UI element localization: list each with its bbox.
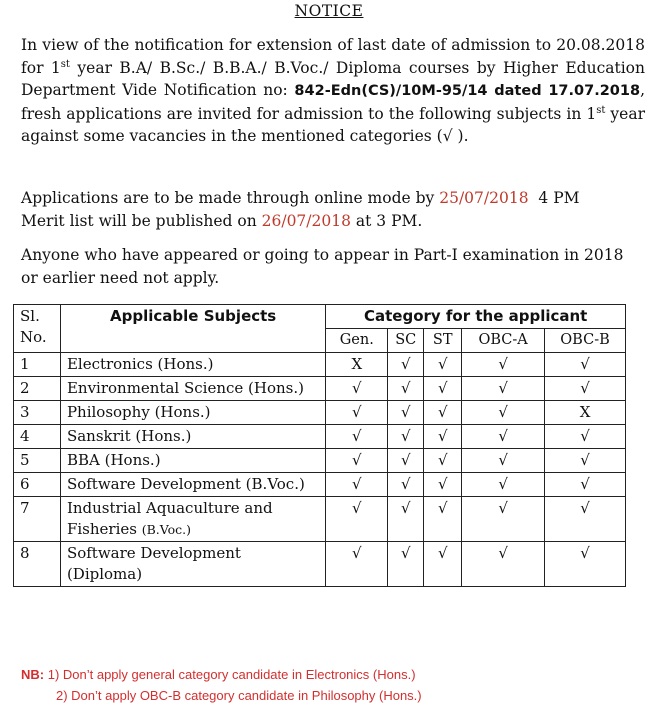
eligible-check-mark: √ <box>462 377 545 401</box>
intro-text-3: , fresh applications are invited for admission to the following subjects in 1 <box>21 81 646 123</box>
eligible-check-mark: √ <box>462 542 545 587</box>
row-subject <box>60 425 325 449</box>
eligible-check-mark: √ <box>326 497 388 542</box>
eligible-check-mark: √ <box>424 473 462 497</box>
subject-name: Environmental Science (Hons.) <box>66 379 304 397</box>
eligible-check-mark: √ <box>424 497 462 542</box>
table-row <box>14 425 626 449</box>
intro-sup-1: st <box>60 58 70 70</box>
eligible-check-mark: √ <box>388 449 424 473</box>
row-subject <box>60 542 325 587</box>
eligible-check-mark: √ <box>388 377 424 401</box>
row-sl-no: 2 <box>14 377 61 401</box>
category-col-header: OBC-B <box>545 329 626 353</box>
eligible-check-mark: √ <box>462 401 545 425</box>
eligible-check-mark: √ <box>326 473 388 497</box>
eligibility-paragraph: Anyone who have appeared or going to appear in Part-I examination in 2018 or earlier need not apply. <box>21 246 624 287</box>
table-row <box>14 542 626 587</box>
eligible-check-mark: √ <box>545 473 626 497</box>
category-col-header: OBC-A <box>462 329 545 353</box>
nb-line-2: 2) Don’t apply OBC-B category candidate in Philosophy (Hons.) <box>56 688 422 703</box>
category-col-header: SC <box>388 329 424 353</box>
eligible-check-mark: √ <box>424 401 462 425</box>
eligible-check-mark: √ <box>424 353 462 377</box>
row-sl-no: 8 <box>14 542 61 587</box>
eligible-check-mark: √ <box>462 497 545 542</box>
subject-name: Philosophy (Hons.) <box>66 403 211 421</box>
row-subject <box>60 473 325 497</box>
notification-number: 842-Edn(CS)/10M-95/14 dated 17.07.2018 <box>294 83 641 99</box>
subject-name: Sanskrit (Hons.) <box>66 427 192 445</box>
intro-paragraph <box>21 34 645 148</box>
subjects-header: Applicable Subjects <box>60 305 325 353</box>
row-subject <box>60 377 325 401</box>
eligible-check-mark: √ <box>424 449 462 473</box>
table-row <box>14 497 626 542</box>
application-time: 4 PM <box>528 189 580 207</box>
eligible-check-mark: √ <box>545 497 626 542</box>
subject-name: BBA (Hons.) <box>66 451 161 469</box>
subject-name: Software Development (B.Voc.) <box>66 475 305 493</box>
eligible-check-mark: √ <box>424 377 462 401</box>
eligible-check-mark: √ <box>462 449 545 473</box>
subject-name: Industrial Aquaculture and Fisheries <box>66 499 273 538</box>
last-date: 25/07/2018 <box>439 189 529 207</box>
table-row <box>14 377 626 401</box>
eligible-check-mark: √ <box>545 377 626 401</box>
intro-text-1: In view of the notification for extension of last date of admission to 20.08.2018 for 1 <box>21 36 645 77</box>
row-sl-no: 6 <box>14 473 61 497</box>
nb-label: NB: <box>21 667 45 682</box>
subjects-table <box>13 304 626 587</box>
row-subject <box>60 449 325 473</box>
intro-text-4: year against some vacancies in the mentioned categories (√ ). <box>21 104 645 145</box>
eligible-check-mark: √ <box>388 473 424 497</box>
subject-course-type: (B.Voc.) <box>141 522 192 537</box>
eligible-check-mark: √ <box>388 542 424 587</box>
intro-text-2: year B.A/ B.Sc./ B.B.A./ B.Voc./ Diploma courses by Higher Education Department Vide Notification no: <box>21 58 645 99</box>
row-subject <box>60 401 325 425</box>
nb-line-1 <box>21 664 422 685</box>
row-subject <box>60 497 325 542</box>
subject-name: Software Development (Diploma) <box>66 544 241 583</box>
sl-no-header: Sl. No. <box>14 305 61 353</box>
merit-date: 26/07/2018 <box>261 211 351 230</box>
table-row <box>14 473 626 497</box>
eligible-check-mark: √ <box>326 449 388 473</box>
not-eligible-mark: X <box>326 353 388 377</box>
subjects-body <box>14 353 626 587</box>
eligible-check-mark: √ <box>462 473 545 497</box>
eligible-check-mark: √ <box>388 401 424 425</box>
merit-time: at 3 PM. <box>350 211 423 230</box>
intro-sup-2: st <box>596 104 606 116</box>
eligible-check-mark: √ <box>462 425 545 449</box>
application-line-2 <box>21 210 645 233</box>
table-row <box>14 449 626 473</box>
subject-name: Electronics (Hons.) <box>66 355 214 373</box>
eligible-check-mark: √ <box>326 377 388 401</box>
notice-title: NOTICE <box>294 2 364 20</box>
eligible-check-mark: √ <box>388 353 424 377</box>
nb-text-1: 1) Don’t apply general category candidate in Electronics (Hons.) <box>44 667 416 682</box>
table-row <box>14 353 626 377</box>
application-paragraph <box>21 187 645 232</box>
merit-text: Merit list will be published on <box>21 211 262 230</box>
row-sl-no: 7 <box>14 497 61 542</box>
eligible-check-mark: √ <box>424 425 462 449</box>
category-col-header: ST <box>424 329 462 353</box>
table-row <box>14 401 626 425</box>
row-sl-no: 4 <box>14 425 61 449</box>
row-sl-no: 3 <box>14 401 61 425</box>
eligible-check-mark: √ <box>388 497 424 542</box>
category-header: Category for the applicant <box>326 305 626 329</box>
eligible-check-mark: √ <box>424 542 462 587</box>
row-sl-no: 5 <box>14 449 61 473</box>
application-text-1: Applications are to be made through online mode by <box>21 189 440 207</box>
eligible-check-mark: √ <box>388 425 424 449</box>
row-subject <box>60 353 325 377</box>
eligible-check-mark: √ <box>326 425 388 449</box>
eligible-check-mark: √ <box>545 425 626 449</box>
eligible-check-mark: √ <box>545 449 626 473</box>
eligible-check-mark: √ <box>462 353 545 377</box>
nb-note <box>21 664 422 706</box>
eligible-check-mark: √ <box>326 542 388 587</box>
eligible-check-mark: √ <box>545 542 626 587</box>
application-line-1 <box>21 187 645 210</box>
not-eligible-mark: X <box>545 401 626 425</box>
category-col-header: Gen. <box>326 329 388 353</box>
eligible-check-mark: √ <box>545 353 626 377</box>
eligible-check-mark: √ <box>326 401 388 425</box>
row-sl-no: 1 <box>14 353 61 377</box>
